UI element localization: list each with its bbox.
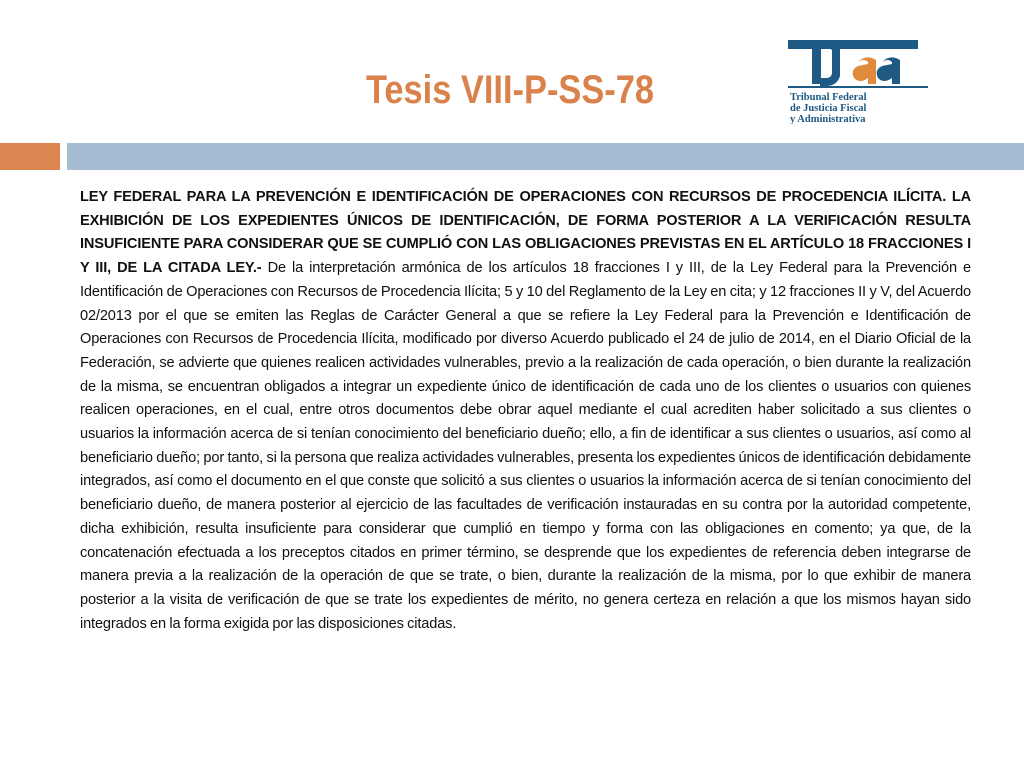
slide-title: Tesis VIII-P-SS-78 (365, 68, 655, 112)
thesis-body (80, 186, 971, 636)
tfja-logo (782, 36, 934, 124)
accent-bar-orange (0, 143, 60, 170)
thesis-text: De la interpretación armónica de los artículos 18 fracciones I y III, de la Ley Federal para la Prevención e Identificación de Operaciones con Recursos de Procedencia Ilícita; 5 y 10 del Reglamento de la Ley en cita; y 12 fracciones II y V, del Acuerdo 02/2013 por el que se emiten las Reglas de Carácter General a que se refiere la Ley Federal para la Prevención e Identificación de Operaciones con Recursos de Procedencia Ilícita, modificado por diverso Acuerdo publicado el 24 de julio de 2014, en el Diario Oficial de la Federación, se advierte que quienes realicen actividades vulnerables, previo a la realización de cada operación, o bien durante la realización de la misma, se encuentran obligados a integrar un expediente único de identificación de cada uno de los clientes o usuarios con quienes realicen operaciones, en el cual, entre otros documentos debe obrar aquel mediante el cual acrediten haber solicitado a sus clientes o usuarios la información acerca de si tenían conocimiento del beneficiario dueño; ello, a fin de identificar a sus clientes o usuarios, así como al beneficiario dueño; por tanto, si la persona que realiza actividades vulnerables, presenta los expedientes únicos de identificación debidamente integrados, así como el documento en el que conste que solicitó a sus clientes o usuarios la información acerca de si tenían conocimiento del beneficiario dueño, de manera posterior al ejercicio de las facultades de verificación instauradas en su contra por la autoridad competente, dicha exhibición, resulta insuficiente para considerar que cumplió en tiempo y forma con las obligaciones en comento; ya que, de la concatenación efectuada a los preceptos citados en primer término, se desprende que los expedientes de referencia deben integrarse de manera previa a la realización de la operación de que se trate, o bien, durante la realización de la misma, por lo que exhibir de manera posterior a la visita de verificación de que se trate los expedientes de mérito, no genera certeza en relación a que los mismos hayan sido integrados en la forma exigida por las disposiciones citadas. (80, 260, 972, 632)
accent-bar-blue (67, 143, 1024, 170)
logo-line-1: Tribunal Federal (790, 92, 867, 103)
logo-line-2: de Justicia Fiscal (790, 103, 867, 114)
thesis-heading: LEY FEDERAL PARA LA PREVENCIÓN E IDENTIFICACIÓN DE OPERACIONES CON RECURSOS DE PROCEDENCIA ILÍCITA. LA EXHIBICIÓN DE LOS EXPEDIENTES ÚNICOS DE IDENTIFICACIÓN, DE FORMA POSTERIOR A LA VERIFICACIÓN RESULTA INSUFICIENTE PARA CONSIDERAR QUE SE CUMPLIÓ CON LAS OBLIGACIONES PREVISTAS EN EL ARTÍCULO 18 FRACCIONES I Y III, DE LA CITADA LEY.- (80, 189, 971, 277)
logo-line-3: y Administrativa (790, 114, 866, 124)
tfja-logo-graphic (782, 36, 934, 124)
